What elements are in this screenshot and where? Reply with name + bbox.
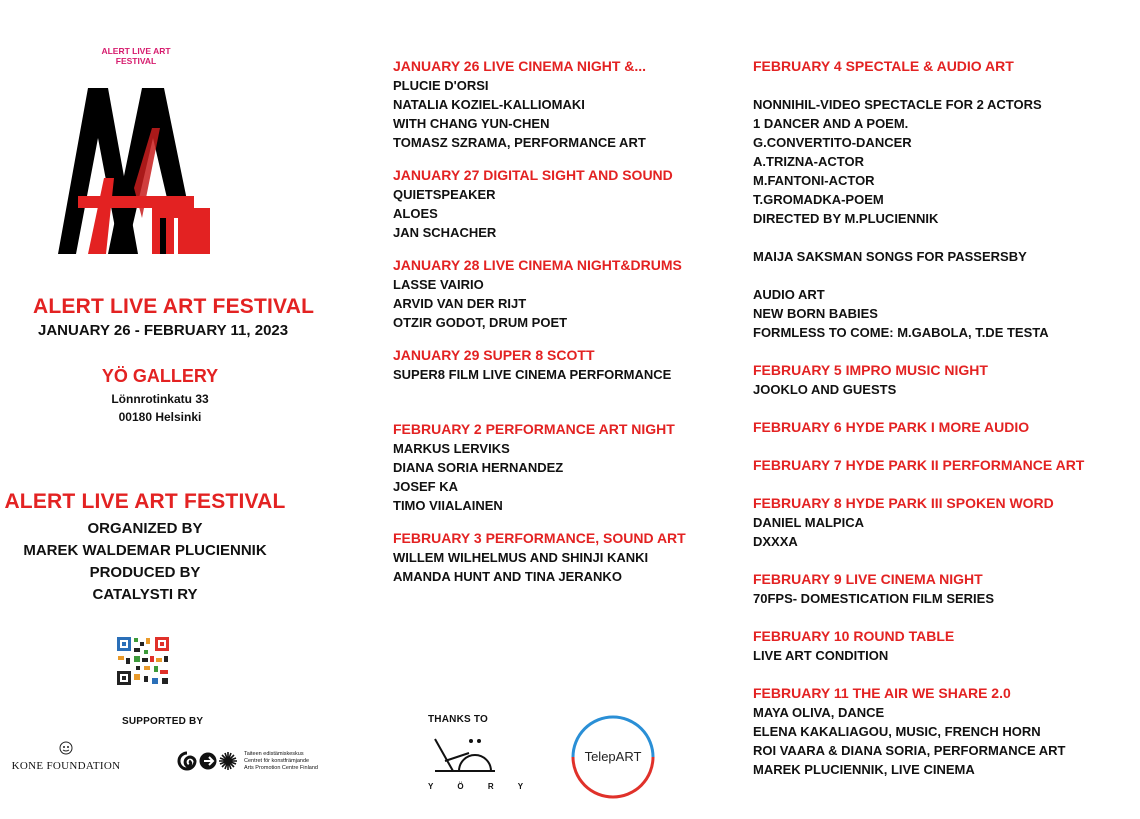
performer-line: DIANA SORIA HERNANDEZ xyxy=(393,460,564,475)
performer-line: MAREK PLUCIENNIK, LIVE CINEMA xyxy=(753,762,975,777)
venue-name: YÖ GALLERY xyxy=(101,366,219,386)
performer-line: ARVID VAN DER RIJT xyxy=(393,296,527,311)
schedule-day xyxy=(753,627,1138,665)
organizer-name: MAREK WALDEMAR PLUCIENNIK xyxy=(23,542,267,559)
performer-line: LASSE VAIRIO xyxy=(393,277,484,292)
schedule-day xyxy=(753,57,1138,76)
schedule-day xyxy=(753,456,1138,475)
performer-line: OTZIR GODOT, DRUM POET xyxy=(393,315,568,330)
performer-line: DXXXA xyxy=(753,534,798,549)
performer-line: 1 DANCER AND A POEM. xyxy=(753,116,909,131)
schedule-day xyxy=(753,361,1138,399)
telepart-logo xyxy=(570,714,656,800)
festival-dates: JANUARY 26 - FEBRUARY 11, 2023 xyxy=(38,322,289,339)
performer-line: MARKUS LERVIKS xyxy=(393,441,510,456)
venue-block xyxy=(60,366,260,426)
schedule-day xyxy=(753,684,1138,779)
performer-line: PLUCIE D'ORSI xyxy=(393,78,489,93)
schedule-day xyxy=(393,529,743,586)
performer-line: WITH CHANG YUN-CHEN xyxy=(393,116,550,131)
credits-block xyxy=(0,490,290,606)
day-heading: JANUARY 27 DIGITAL SIGHT AND SOUND xyxy=(393,167,673,183)
venue-city: 00180 Helsinki xyxy=(118,410,202,424)
day-heading: FEBRUARY 5 IMPRO MUSIC NIGHT xyxy=(753,362,988,378)
day-heading: JANUARY 28 LIVE CINEMA NIGHT&DRUMS xyxy=(393,257,682,273)
performer-line: MAYA OLIVA, DANCE xyxy=(753,705,885,720)
performer-line: FORMLESS TO COME: M.GABOLA, T.DE TESTA xyxy=(753,325,1049,340)
organized-by-label: ORGANIZED BY xyxy=(87,520,203,537)
performer-line: JOOKLO AND GUESTS xyxy=(753,382,897,397)
day-heading: FEBRUARY 10 ROUND TABLE xyxy=(753,628,955,644)
performer-line: A.TRIZNA-ACTOR xyxy=(753,154,864,169)
day-heading: FEBRUARY 8 HYDE PARK III SPOKEN WORD xyxy=(753,495,1054,511)
day-heading: FEBRUARY 9 LIVE CINEMA NIGHT xyxy=(753,571,983,587)
yory-text: Y Ö R Y xyxy=(428,782,535,791)
taike-line3: Arts Promotion Centre Finland xyxy=(244,764,318,771)
schedule-day xyxy=(753,570,1138,608)
supported-by-label: SUPPORTED BY xyxy=(122,716,204,727)
producer-name: CATALYSTI RY xyxy=(92,586,198,603)
performer-line: NONNIHIL-VIDEO SPECTACLE FOR 2 ACTORS xyxy=(753,97,1042,112)
schedule-day xyxy=(753,418,1138,437)
telepart-text: TelepART xyxy=(584,749,642,764)
performer-line: TIMO VIIALAINEN xyxy=(393,498,503,513)
performer-line: AMANDA HUNT AND TINA JERANKO xyxy=(393,569,622,584)
performer-line: DIRECTED BY M.PLUCIENNIK xyxy=(753,211,939,226)
schedule-day xyxy=(393,166,743,242)
performer-line: LIVE ART CONDITION xyxy=(753,648,889,663)
day-heading: JANUARY 29 SUPER 8 SCOTT xyxy=(393,347,595,363)
schedule-day xyxy=(753,247,1138,266)
qr-code[interactable] xyxy=(116,636,170,686)
day-heading: FEBRUARY 2 PERFORMANCE ART NIGHT xyxy=(393,421,675,437)
performer-line: 70FPS- DOMESTICATION FILM SERIES xyxy=(753,591,995,606)
festival-logo xyxy=(56,46,216,256)
kone-foundation-logo xyxy=(6,741,126,772)
credits-title: ALERT LIVE ART FESTIVAL xyxy=(4,490,286,513)
performer-line: JAN SCHACHER xyxy=(393,225,497,240)
schedule-column-right xyxy=(753,57,1138,779)
schedule-day xyxy=(753,95,1138,228)
schedule-column-middle xyxy=(393,57,743,586)
taike-line2: Centret för konstfrämjande xyxy=(244,757,310,764)
schedule-day xyxy=(393,346,743,384)
performer-line: M.FANTONI-ACTOR xyxy=(753,173,875,188)
day-heading: FEBRUARY 11 THE AIR WE SHARE 2.0 xyxy=(753,685,1011,701)
taike-emblems-icon xyxy=(176,750,238,772)
performer-line: JOSEF KA xyxy=(393,479,459,494)
kone-foundation-text: KONE FOUNDATION xyxy=(11,760,121,772)
produced-by-label: PRODUCED BY xyxy=(89,564,201,581)
day-heading: FEBRUARY 4 SPECTALE & AUDIO ART xyxy=(753,58,1014,74)
schedule-day xyxy=(393,256,743,332)
festival-title: ALERT LIVE ART FESTIVAL xyxy=(33,295,315,318)
day-heading: FEBRUARY 6 HYDE PARK I MORE AUDIO xyxy=(753,419,1030,435)
schedule-day xyxy=(753,494,1138,551)
performer-line: ELENA KAKALIAGOU, MUSIC, FRENCH HORN xyxy=(753,724,1041,739)
performer-line: TOMASZ SZRAMA, PERFORMANCE ART xyxy=(393,135,646,150)
performer-line: NEW BORN BABIES xyxy=(753,306,878,321)
thanks-to-label: THANKS TO xyxy=(428,714,488,725)
performer-line: SUPER8 FILM LIVE CINEMA PERFORMANCE xyxy=(393,367,672,382)
performer-line: QUIETSPEAKER xyxy=(393,187,496,202)
performer-line: T.GROMADKA-POEM xyxy=(753,192,884,207)
performer-line: DANIEL MALPICA xyxy=(753,515,864,530)
day-heading: JANUARY 26 LIVE CINEMA NIGHT &... xyxy=(393,58,647,74)
taike-logo xyxy=(176,750,318,772)
logo-caption-line1: ALERT LIVE ART xyxy=(101,46,171,56)
logo-mark xyxy=(56,68,216,258)
kone-emblem-icon xyxy=(59,741,73,755)
schedule-day xyxy=(393,57,743,152)
day-heading: FEBRUARY 7 HYDE PARK II PERFORMANCE ART xyxy=(753,457,1085,473)
venue-street: Lönnrotinkatu 33 xyxy=(111,392,209,406)
performer-line: MAIJA SAKSMAN SONGS FOR PASSERSBY xyxy=(753,249,1027,264)
yory-logo xyxy=(425,731,500,776)
performer-line: AUDIO ART xyxy=(753,287,825,302)
performer-line: G.CONVERTITO-DANCER xyxy=(753,135,912,150)
performer-line: WILLEM WILHELMUS AND SHINJI KANKI xyxy=(393,550,649,565)
taike-line1: Taiteen edistämiskeskus xyxy=(244,750,304,757)
performer-line: ALOES xyxy=(393,206,438,221)
performer-line: ROI VAARA & DIANA SORIA, PERFORMANCE ART xyxy=(753,743,1066,758)
schedule-day xyxy=(393,420,743,515)
schedule-day xyxy=(753,285,1138,342)
performer-line: NATALIA KOZIEL-KALLIOMAKI xyxy=(393,97,585,112)
day-heading: FEBRUARY 3 PERFORMANCE, SOUND ART xyxy=(393,530,686,546)
logo-caption-line2: FESTIVAL xyxy=(115,56,157,66)
